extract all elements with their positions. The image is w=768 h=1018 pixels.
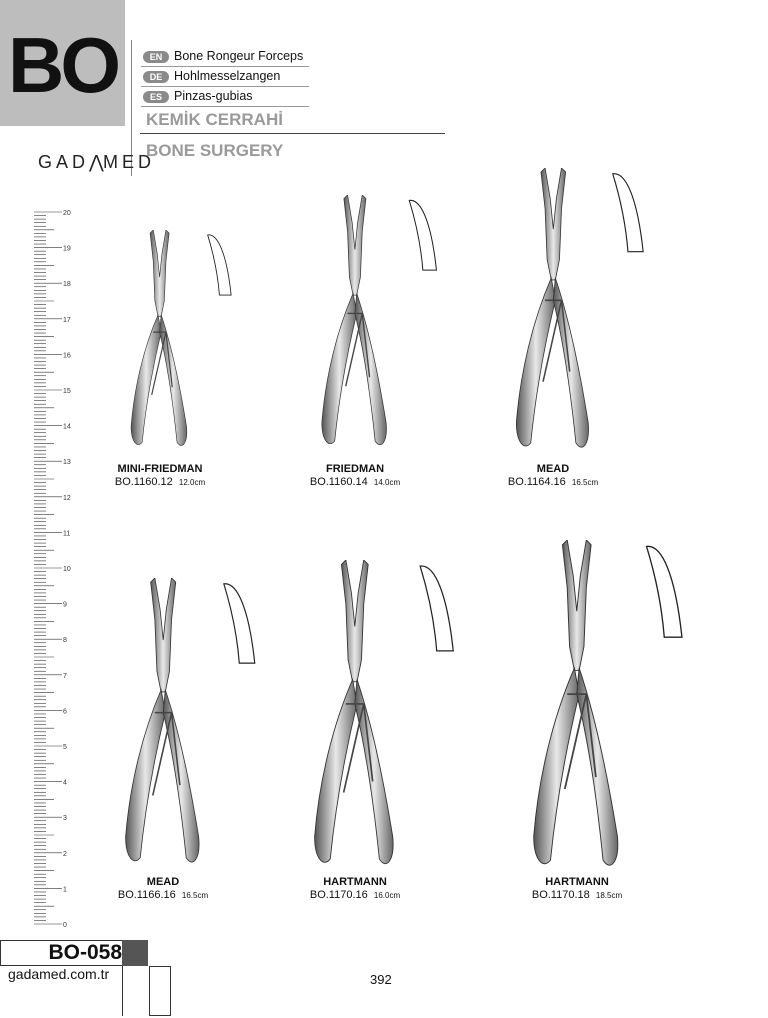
lang-row-es bbox=[141, 88, 309, 107]
product-caption bbox=[255, 876, 455, 902]
ruler-label: 18 bbox=[63, 281, 71, 289]
lang-tag: DE bbox=[143, 71, 169, 83]
product-size: 16.5cm bbox=[181, 891, 209, 900]
tip-detail-image bbox=[405, 197, 441, 279]
ruler-label: 6 bbox=[63, 708, 67, 716]
product-code: BO.1160.12 bbox=[114, 476, 173, 488]
product-caption bbox=[255, 463, 455, 489]
ruler-label: 8 bbox=[63, 637, 67, 645]
product-code: BO.1166.16 bbox=[117, 889, 176, 901]
brand-logo: GAD⋀MED bbox=[38, 152, 156, 172]
section-code: BO bbox=[8, 21, 117, 109]
category-title-en: BONE SURGERY bbox=[146, 141, 284, 160]
rongeur-forceps-image bbox=[120, 230, 199, 450]
product-code: BO.1170.16 bbox=[309, 889, 368, 901]
page-code: BO-058 bbox=[48, 941, 122, 964]
footer-divider bbox=[122, 966, 123, 1016]
ruler-label: 14 bbox=[63, 423, 71, 431]
product-name: HARTMANN bbox=[323, 876, 387, 888]
product-size: 14.0cm bbox=[373, 478, 401, 487]
ruler-label: 12 bbox=[63, 494, 71, 502]
product-name: FRIEDMAN bbox=[325, 463, 385, 475]
tip-detail-image bbox=[204, 232, 235, 303]
tip-detail-image bbox=[219, 580, 260, 672]
ruler-label: 0 bbox=[63, 922, 67, 929]
ruler-label: 9 bbox=[63, 601, 67, 609]
lang-row-en bbox=[141, 48, 309, 67]
ruler-label: 17 bbox=[63, 316, 71, 324]
product-name: MEAD bbox=[536, 463, 570, 475]
product-size: 16.0cm bbox=[373, 891, 401, 900]
ruler-label: 19 bbox=[63, 245, 71, 253]
ruler-label: 15 bbox=[63, 388, 71, 395]
ruler-label: 7 bbox=[63, 672, 67, 680]
lang-row-de bbox=[141, 68, 309, 87]
footer-grey-block bbox=[122, 940, 148, 966]
product-code: BO.1170.18 bbox=[531, 889, 590, 901]
ruler-label: 11 bbox=[63, 530, 71, 538]
ruler-label: 4 bbox=[63, 779, 67, 787]
rongeur-forceps-image bbox=[309, 195, 401, 450]
ruler-label: 20 bbox=[63, 210, 71, 217]
ruler-label: 16 bbox=[63, 352, 71, 360]
rongeur-forceps-image bbox=[299, 560, 411, 870]
website-link[interactable]: gadamed.com.tr bbox=[8, 966, 110, 982]
page-number: 392 bbox=[370, 972, 392, 987]
ruler-label: 5 bbox=[63, 744, 67, 751]
tip-detail-image bbox=[608, 170, 648, 261]
lang-text: Hohlmesselzangen bbox=[174, 69, 281, 83]
product-caption bbox=[63, 876, 263, 902]
lang-text: Pinzas-gubias bbox=[174, 89, 253, 103]
product-name: MINI-FRIEDMAN bbox=[117, 463, 203, 475]
product-code: BO.1160.14 bbox=[309, 476, 368, 488]
product-caption bbox=[453, 463, 653, 489]
lang-text: Bone Rongeur Forceps bbox=[174, 49, 304, 63]
ruler-label: 3 bbox=[63, 815, 67, 823]
rongeur-forceps-image bbox=[111, 578, 215, 868]
product-size: 12.0cm bbox=[178, 478, 206, 487]
ruler-label: 10 bbox=[63, 566, 71, 573]
footer-divider bbox=[149, 966, 171, 1016]
rongeur-forceps-image bbox=[502, 168, 605, 453]
product-caption bbox=[60, 463, 260, 489]
lang-tag: EN bbox=[143, 51, 169, 63]
lang-tag: ES bbox=[143, 91, 169, 103]
ruler-label: 2 bbox=[63, 850, 67, 858]
product-name: MEAD bbox=[146, 876, 180, 888]
tip-detail-image bbox=[415, 562, 458, 660]
ruler-label: 1 bbox=[63, 886, 67, 894]
product-size: 18.5cm bbox=[595, 891, 623, 900]
category-title-tr: KEMİK CERRAHİ bbox=[146, 110, 283, 129]
ruler-label: 13 bbox=[63, 459, 71, 467]
product-code: BO.1164.16 bbox=[507, 476, 566, 488]
tip-detail-image bbox=[641, 542, 687, 647]
header-divider-horizontal bbox=[140, 133, 445, 134]
product-name: HARTMANN bbox=[545, 876, 609, 888]
rongeur-forceps-image bbox=[517, 540, 637, 872]
measurement-ruler bbox=[32, 200, 82, 940]
product-caption bbox=[477, 876, 677, 902]
product-size: 16.5cm bbox=[571, 478, 599, 487]
